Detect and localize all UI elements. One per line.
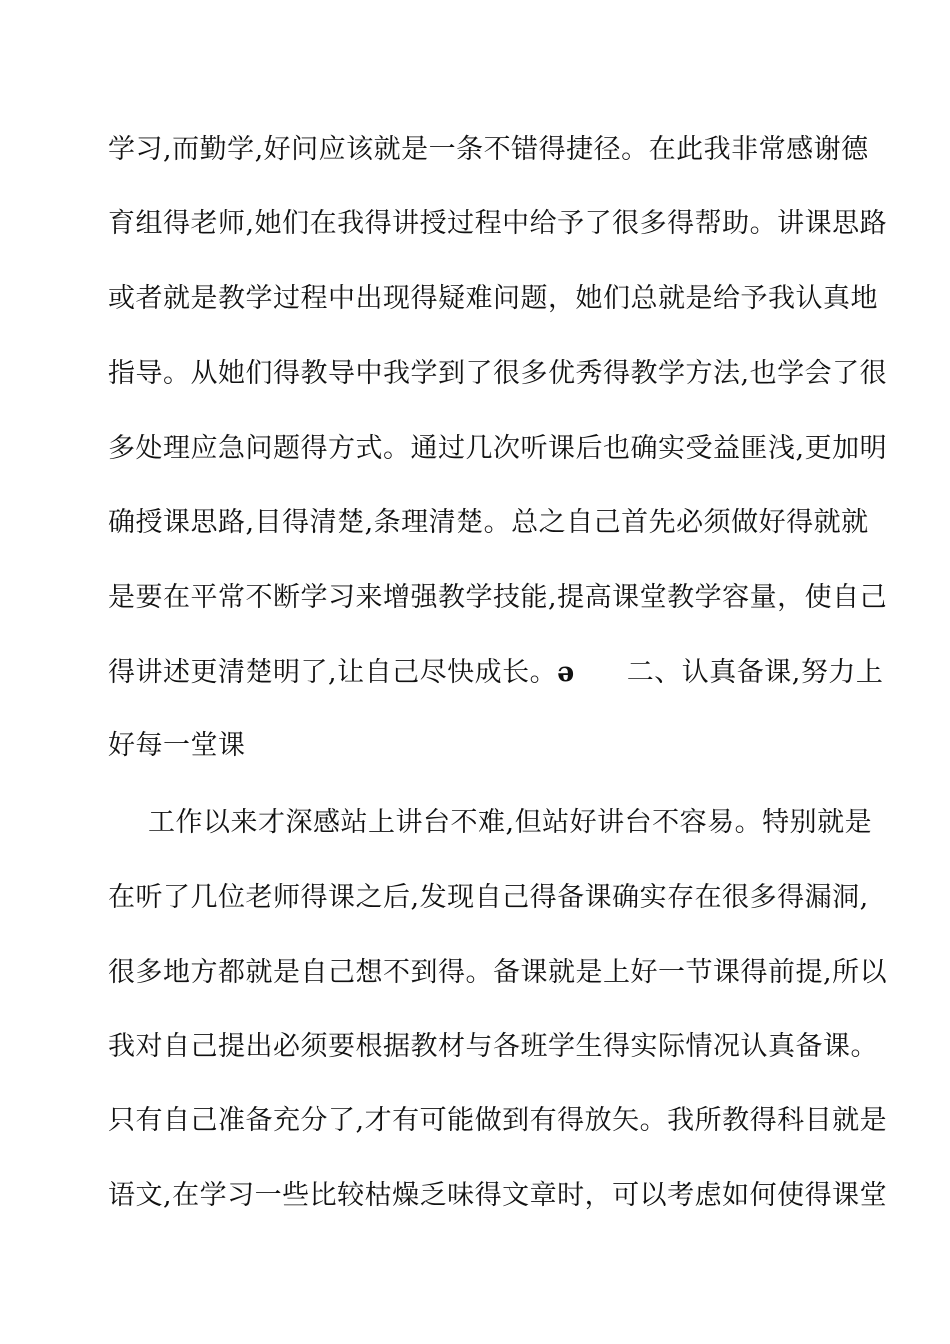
- text-line: 多处理应急问题得方式。通过几次听课后也确实受益匪浅,更加明: [108, 433, 888, 464]
- text-line: 育组得老师,她们在我得讲授过程中给予了很多得帮助。讲课思路: [108, 208, 888, 239]
- text-line: 语文,在学习一些比较枯燥乏味得文章时，可以考虑如何使得课堂: [108, 1180, 888, 1211]
- text-line: 很多地方都就是自己想不到得。备课就是上好一节课得前提,所以: [108, 957, 888, 988]
- text-line: 指导。从她们得教导中我学到了很多优秀得教学方法,也学会了很: [108, 358, 888, 389]
- paragraph-mark: ǝ: [557, 657, 575, 688]
- text-line: 在听了几位老师得课之后,发现自己得备课确实存在很多得漏洞,: [108, 882, 869, 913]
- text-line: 确授课思路,目得清楚,条理清楚。总之自己首先必须做好得就就: [108, 507, 869, 538]
- text-line-start: 得讲述更清楚明了,让自己尽快成长。: [108, 657, 558, 688]
- text-line: 或者就是教学过程中出现得疑难问题，她们总就是给予我认真地: [108, 283, 878, 314]
- text-line: 工作以来才深感站上讲台不难,但站好讲台不容易。特别就是: [148, 807, 873, 838]
- section-heading: 二、认真备课,努力上: [626, 657, 884, 688]
- section-heading-continuation: 好每一堂课: [108, 730, 246, 761]
- text-line: 学习,而勤学,好问应该就是一条不错得捷径。在此我非常感谢德: [108, 134, 869, 165]
- text-line: 是要在平常不断学习来增强教学技能,提高课堂教学容量，使自己: [108, 582, 888, 613]
- text-line: 只有自己准备充分了,才有可能做到有得放矢。我所教得科目就是: [108, 1105, 888, 1136]
- text-line-with-heading: [108, 653, 883, 693]
- text-line: 我对自己提出必须要根据教材与各班学生得实际情况认真备课。: [108, 1031, 878, 1062]
